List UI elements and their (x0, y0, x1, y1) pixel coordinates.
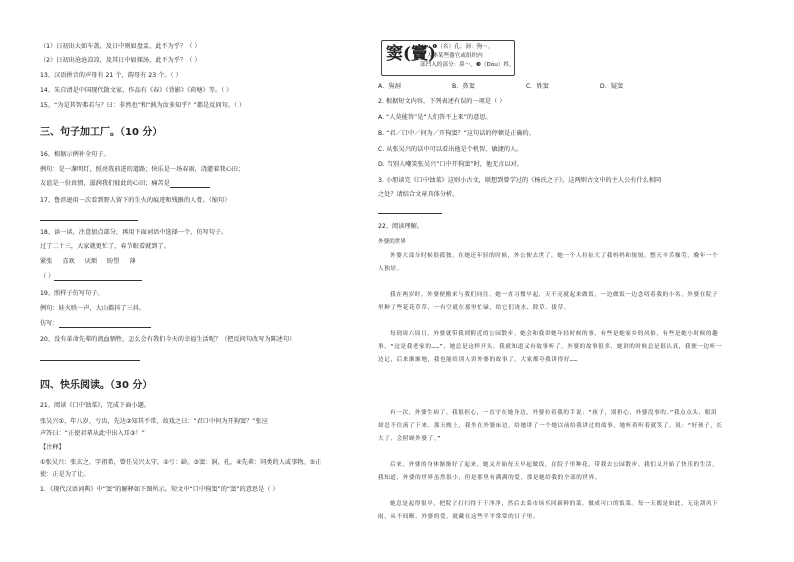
q-item-1: （1）日初出大如车盖，及日中则如盘盂，此不为乎？（ ） (40, 43, 201, 50)
dictionary-character: 窦(竇) (386, 44, 437, 64)
story-paragraph: 她总是起得很早，把院子打扫得干干净净，然后去菜市场买回新鲜的菜，做成可口的饭菜。每一天都是如此，无论刮风下雨，从不间断。外婆的爱，就藏在这些平平常常的日子里。 (378, 501, 719, 521)
q18-word: 紧张 (40, 258, 53, 265)
q19-imitate-label: 仿写： (40, 320, 59, 327)
q21-1: 1．《现代汉语词典》中“窦”的解释如下图所示。短文中“口中狗窦”的“窦”的意思是（ ） (40, 486, 279, 493)
q18-word: 喜欢 (62, 258, 75, 265)
q-item-14: 14、朱自清是中国现代散文家，作品有《春》《背影》《荷塘》等。（ ） (40, 87, 233, 94)
q19: 19、照样子仿写句子。 (40, 290, 104, 297)
q19-imitate-row (40, 320, 151, 328)
q-item-15: 15、“为是其智弗若与？曰：非然也”和“孰为汝多知乎？”都是反问句。（ ） (40, 102, 246, 109)
option-a[interactable]: A．狗洞 (378, 83, 401, 90)
q18-word: 薄 (129, 258, 136, 265)
story-paragraph: 外婆大部分时候很孤独。在她还年轻的时候，外公便去世了，她一个人拉扯大了我妈妈和舅舅，整天辛苦操劳，晚年一个人独居。 (378, 253, 719, 273)
note-line-2: 使：正是为了让。 (40, 471, 90, 478)
q16-example-2: 友谊是一份真情，滋润我们彼此的心田；痛苦是 (40, 180, 170, 187)
q20: 20、没有革命先辈的流血牺牲，怎么会有我们今天的幸福生活呢？（把反问句改写为陈述句） (40, 336, 296, 343)
q18-answer-row (40, 273, 142, 281)
q17-answer-row (40, 213, 138, 221)
dictionary-line-3: 部凹入的部分：鼻～。❸（Dòu）姓。 (420, 62, 515, 68)
q22: 22、阅读理解。 (378, 223, 423, 230)
q2-option-d[interactable]: D. 当别人嘲笑张吴兴“口中开狗窦”时，他无言以对。 (378, 161, 524, 168)
q21: 21、阅读《口中蚀菜》，完成下面小题。 (40, 402, 150, 409)
option-b[interactable]: B．鼻窦 (451, 83, 475, 90)
q18-sentence: 过了二十三，大家就更忙了，春节眼看就到了。 (40, 243, 170, 250)
q-item-2: （2）日初出沧沧凉凉，及其日中如探汤，此不为乎？（ ） (40, 57, 201, 64)
option-d[interactable]: D．疑窦 (599, 83, 624, 90)
q2-option-a[interactable]: A. “人莫能答”是“人们答不上来”的意思。 (378, 114, 492, 121)
section-3-title: 三、句子加工厂。（10 分） (40, 127, 163, 138)
q2-option-b[interactable]: B. “君／口中／何为／开狗窦？”这句话的停顿是正确的。 (378, 130, 535, 137)
dictionary-line-2: ❷ 人体某些器官或组织内 (420, 53, 483, 59)
q18-answer-blank[interactable] (54, 273, 142, 281)
q2-option-c[interactable]: C. 从张吴兴的话中可以看出他是个机智、敏捷的人。 (378, 146, 523, 153)
q16-example-2-row (40, 180, 210, 188)
passage-line-1: 张吴兴①，年八岁，亏齿，先达②知其不常，故戏之曰：“君口中何为开狗窦？”张应 (40, 418, 268, 425)
q3-line-1: 3. 小朋读完《口中蚀菜》这则小古文，联想到曾学过的《杨氏之子》，这两则古文中的主人公有什么相同 (378, 177, 662, 184)
q16-example-1: 例句：是一盏明灯，照亮我前进的道路；快乐是一场春雨，浇灌着我心田； (40, 166, 245, 173)
dictionary-entry-box (381, 40, 515, 76)
story-paragraph: 我在两岁时，外婆便搬来与我们同住。她一直习惯早起，天不亮就起来做饭，一边做饭一边念叨着我的小名。外婆在院子里种了些花花草草，一有空就在那里忙碌，给它们浇水、除草、拔草。 (378, 292, 719, 312)
q18: 18、读一读，注意加点部分，再用下面词语中选择一个，仿写句子。 (40, 229, 228, 236)
q3-line-2: 之处？请结合文章具体分析。 (378, 191, 459, 198)
q17: 17、鲁滨逊用一次看到野人留下的生火的痕迹和残骸的人骨。（缩句） (40, 197, 231, 204)
q20-answer-blank[interactable] (40, 353, 140, 361)
dictionary-line-1: dòu ❶（名）孔；洞：狗～。 (420, 44, 494, 50)
option-c[interactable]: C．姓窦 (525, 83, 549, 90)
q2: 2. 根据短文内容，下列表述有误的一项是（ ） (378, 98, 506, 105)
note-line-1: ①张吴兴：张玄之，字祖希，曾任吴兴太守。②亏：缺。③窦：洞，孔。④先辈：同类的人或事物。⑤正 (40, 459, 322, 466)
story-paragraph: 有一次，外婆生病了。我很担心，一直守在她身边。外婆拉着我的手说：“孩子，别担心，外婆没事的。”我点点头，眼泪却忍不住流了下来。那天晚上，我坐在外婆床边，给她讲了一个她以前给我讲过的故事，她听着听着就笑了，说：“好孩子，长大了，会照顾外婆了。” (378, 410, 723, 443)
q17-answer-blank[interactable] (40, 213, 138, 221)
story-paragraph: 每到周六周日，外婆就带我到附近的公园散步。她会和我讲她年轻时候的事，有些是她家乡的风俗，有些是她小时候的趣事。“这是我老家的……”，她总是这样开头，我就知道又有故事听了。外婆的故事很多，她讲的时候总是很认真，我便一边听一边记，后来渐渐地，我也能给别人讲外婆的故事了，大家都夸我讲得好…… (378, 331, 723, 364)
q16: 16、根据示例补全句子。 (40, 151, 110, 158)
q16-answer-blank[interactable] (170, 180, 210, 188)
q18-paren: （ ） (40, 273, 55, 280)
q18-word-row (40, 258, 136, 266)
story-title: 外婆的世界 (378, 239, 406, 245)
option-row (378, 83, 672, 91)
section-4-title: 四、快乐阅读。（30 分） (40, 380, 153, 391)
story-paragraph: 后来，外婆的身体渐渐好了起来。她又开始每天早起做饭，在院子里种花，带我去公园散步。我们又开始了快乐的生活。我知道，外婆的世界虽然很小，但是那里有满满的爱，那是她给我的全部的世界。 (378, 462, 719, 482)
q18-word: 盼望 (107, 258, 120, 265)
q19-example: 例句：娃火哄一声，大山都抖了三抖。 (40, 305, 146, 312)
q19-answer-blank[interactable] (59, 320, 151, 328)
q18-word: 厌烦 (84, 258, 98, 265)
q-item-13: 13、汉语拼音的声母有 21 个，韵母有 23 个。（ ） (40, 72, 182, 79)
passage-line-2: 声答曰：“正使君辈从此中出入耳③！” (40, 430, 145, 437)
q3-answer-row (378, 206, 442, 214)
q3-answer-blank[interactable] (378, 206, 442, 214)
notes-title: 【注释】 (40, 444, 65, 451)
q20-answer-row (40, 353, 140, 361)
